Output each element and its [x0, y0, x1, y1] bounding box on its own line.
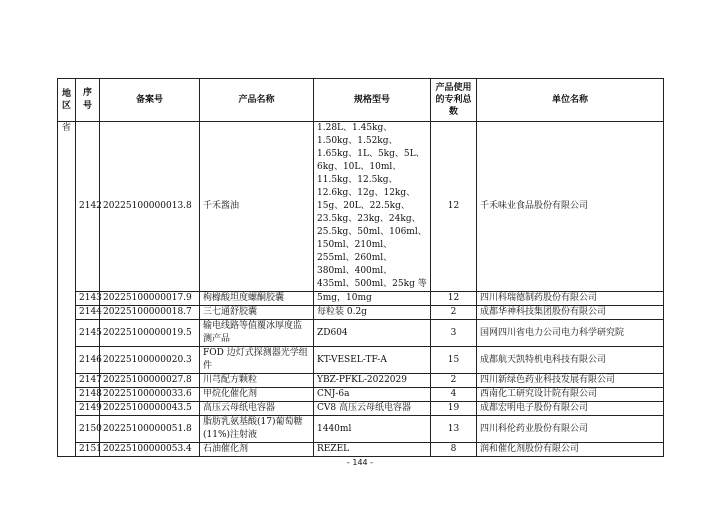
table-row	[58, 122, 664, 292]
record-no-cell: 20225100000013.8	[100, 122, 200, 292]
seq-cell: 2142	[76, 122, 100, 292]
patents-cell: 13	[431, 416, 477, 443]
spec-cell: 1440ml	[314, 416, 431, 443]
seq-cell: 2148	[76, 388, 100, 402]
company-cell: 西南化工研究设计院有限公司	[477, 388, 664, 402]
table-row	[58, 402, 664, 416]
table-row	[58, 347, 664, 374]
header-region: 地区	[58, 79, 76, 122]
table-row	[58, 320, 664, 347]
patents-cell: 4	[431, 388, 477, 402]
header-record-no: 备案号	[100, 79, 200, 122]
table-row	[58, 292, 664, 306]
seq-cell: 2144	[76, 306, 100, 320]
patents-cell: 19	[431, 402, 477, 416]
record-no-cell: 20225100000033.6	[100, 388, 200, 402]
product-name-cell: 甲烷化催化剂	[200, 388, 314, 402]
spec-cell: REZEL	[314, 443, 431, 457]
header-row	[58, 79, 664, 122]
company-cell: 四川新绿色药业科技发展有限公司	[477, 374, 664, 388]
patents-cell: 3	[431, 320, 477, 347]
record-no-cell: 20225100000018.7	[100, 306, 200, 320]
header-product-name: 产品名称	[200, 79, 314, 122]
record-no-cell: 20225100000043.5	[100, 402, 200, 416]
record-no-cell: 20225100000020.3	[100, 347, 200, 374]
table-row	[58, 416, 664, 443]
product-name-cell: FOD 边灯式探测器光学组件	[200, 347, 314, 374]
product-name-cell: 输电线路等值覆冰厚度监测产品	[200, 320, 314, 347]
company-cell: 四川科伦药业股份有限公司	[477, 416, 664, 443]
spec-cell: 5mg，10mg	[314, 292, 431, 306]
patents-cell: 12	[431, 292, 477, 306]
spec-cell: 1.28L、1.45kg、1.50kg、1.52kg、1.65kg、1L、5kg、5L、6kg、10L、10ml、11.5kg、12.5kg、12.6kg、12g、12kg、15g、20L、22.5kg、23.5kg、23kg、24kg、25.5kg、50ml、106ml、150ml、210ml、255ml、260ml、380ml、400ml、435ml、500ml、25kg 等	[314, 122, 431, 292]
table-row	[58, 443, 664, 457]
spec-cell: CV8 高压云母纸电容器	[314, 402, 431, 416]
table-row	[58, 306, 664, 320]
patents-cell: 2	[431, 306, 477, 320]
record-no-cell: 20225100000051.8	[100, 416, 200, 443]
record-no-cell: 20225100000019.5	[100, 320, 200, 347]
seq-cell: 2143	[76, 292, 100, 306]
patents-cell: 15	[431, 347, 477, 374]
patent-product-table	[57, 78, 664, 457]
product-name-cell: 枸橼酸坦度螺酮胶囊	[200, 292, 314, 306]
product-name-cell: 石油催化剂	[200, 443, 314, 457]
patents-cell: 2	[431, 374, 477, 388]
patents-cell: 12	[431, 122, 477, 292]
seq-cell: 2150	[76, 416, 100, 443]
header-spec: 规格型号	[314, 79, 431, 122]
record-no-cell: 20225100000017.9	[100, 292, 200, 306]
product-name-cell: 川芎配方颗粒	[200, 374, 314, 388]
company-cell: 四川科瑞德制药股份有限公司	[477, 292, 664, 306]
seq-cell: 2146	[76, 347, 100, 374]
product-name-cell: 三七通舒胶囊	[200, 306, 314, 320]
company-cell: 成都华神科技集团股份有限公司	[477, 306, 664, 320]
patents-cell: 8	[431, 443, 477, 457]
seq-cell: 2151	[76, 443, 100, 457]
region-cell: 省	[58, 122, 76, 457]
product-name-cell: 千禾酱油	[200, 122, 314, 292]
product-name-cell: 脂肪乳氨基酸(17)葡萄糖(11%)注射液	[200, 416, 314, 443]
record-no-cell: 20225100000053.4	[100, 443, 200, 457]
spec-cell: KT-VESEL-TF-A	[314, 347, 431, 374]
company-cell: 成都宏明电子股份有限公司	[477, 402, 664, 416]
table-row	[58, 374, 664, 388]
spec-cell: 每粒装 0.2g	[314, 306, 431, 320]
seq-cell: 2149	[76, 402, 100, 416]
seq-cell: 2147	[76, 374, 100, 388]
spec-cell: CNJ-6a	[314, 388, 431, 402]
spec-cell: ZD604	[314, 320, 431, 347]
page-number: - 144 -	[346, 458, 374, 467]
header-seq: 序号	[76, 79, 100, 122]
company-cell: 国网四川省电力公司电力科学研究院	[477, 320, 664, 347]
header-company: 单位名称	[477, 79, 664, 122]
spec-cell: YBZ-PFKL-2022029	[314, 374, 431, 388]
company-cell: 润和催化剂股份有限公司	[477, 443, 664, 457]
table-row	[58, 388, 664, 402]
product-name-cell: 高压云母纸电容器	[200, 402, 314, 416]
header-patents: 产品使用的专利总数	[431, 79, 477, 122]
seq-cell: 2145	[76, 320, 100, 347]
company-cell: 成都航天凯特机电科技有限公司	[477, 347, 664, 374]
record-no-cell: 20225100000027.8	[100, 374, 200, 388]
company-cell: 千禾味业食品股份有限公司	[477, 122, 664, 292]
